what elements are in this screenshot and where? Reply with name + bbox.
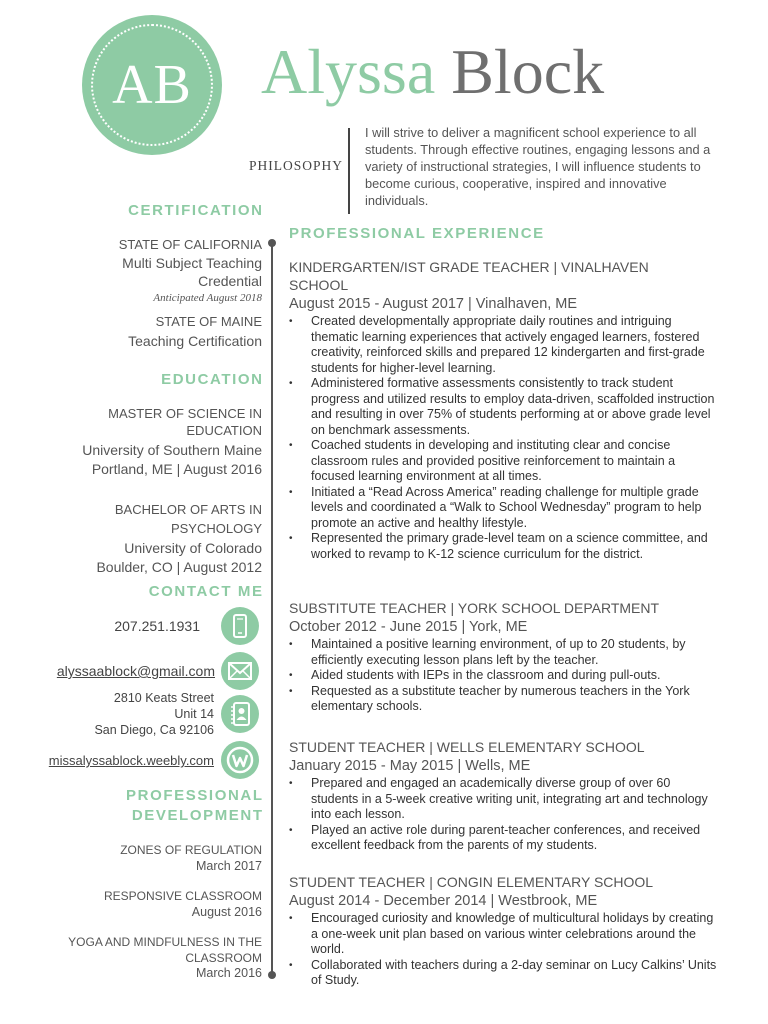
email-link[interactable]: alyssaablock@gmail.com — [56, 663, 215, 679]
timeline-dot-bottom — [268, 971, 276, 979]
job-title: SUBSTITUTE TEACHER | YORK SCHOOL DEPARTMENT — [289, 600, 660, 616]
bullet-dot: • — [289, 533, 293, 544]
education-school: University of Southern Maine — [82, 442, 262, 458]
pd-title: RESPONSIVE CLASSROOM — [103, 889, 262, 903]
job-title: STUDENT TEACHER | CONGIN ELEMENTARY SCHOOL — [289, 874, 654, 890]
timeline-dot-top — [268, 239, 276, 247]
job-dates-location: January 2015 - May 2015 | Wells, ME — [289, 758, 531, 774]
certification-detail: Teaching Certification — [128, 333, 262, 349]
bullet-text: Played an active role during parent-teacher conferences, and received excellent feedback from the parents of my students. — [311, 822, 701, 852]
job-bullets — [289, 314, 724, 562]
monogram-badge — [82, 15, 222, 155]
job-title: KINDERGARTEN/IST GRADE TEACHER | VINALHAVEN SCHOOL — [289, 259, 649, 293]
bullet-dot: • — [289, 639, 293, 650]
education-item — [77, 500, 262, 576]
job-dates-location: August 2015 - August 2017 | Vinalhaven, ME — [289, 296, 578, 312]
bullet-text: Prepared and engaged an academically diverse group of over 60 students in a 5-week creative writing unit, integrating art and technology into each lesson. — [311, 776, 708, 821]
weebly-icon — [221, 741, 259, 779]
job-bullet — [289, 776, 719, 823]
bullet-text: Aided students with IEPs in the classroom and during pull-outs. — [311, 668, 661, 682]
job-bullets — [289, 911, 724, 989]
bullet-text: Maintained a positive learning environment, of up to 20 students, by efficiently executing lesson plans left by the teacher. — [311, 637, 686, 667]
job-entry — [289, 873, 724, 989]
job-bullets — [289, 776, 724, 854]
education-degree: BACHELOR OF ARTS IN PSYCHOLOGY — [114, 502, 262, 536]
philosophy-label: PHILOSOPHY — [248, 158, 343, 173]
bullet-dot: • — [289, 670, 293, 681]
last-name: Block — [451, 36, 605, 107]
certification-title: STATE OF MAINE — [155, 314, 262, 329]
job-dates-location: August 2014 - December 2014 | Westbrook, ME — [289, 893, 598, 909]
job-bullet — [289, 958, 719, 989]
first-name: Alyssa — [261, 36, 436, 107]
certification-title: STATE OF CALIFORNIA — [118, 237, 262, 252]
website-link[interactable]: missalyssablock.weebly.com — [48, 753, 214, 768]
mail-icon — [221, 652, 259, 690]
education-location-date: Portland, ME | August 2016 — [91, 461, 262, 477]
job-bullet — [289, 376, 719, 438]
bullet-dot: • — [289, 440, 293, 451]
job-bullet — [289, 684, 719, 715]
contact-heading: CONTACT ME — [148, 583, 264, 600]
bullet-text: Collaborated with teachers during a 2-day seminar on Lucy Calkins’ Units of Study. — [311, 957, 717, 987]
bullet-dot: • — [289, 378, 293, 389]
job-entry — [289, 738, 724, 854]
bullet-dot: • — [289, 778, 293, 789]
bullet-dot: • — [289, 685, 293, 697]
job-entry — [289, 599, 724, 715]
bullet-text: Coached students in developing and instituting clear and concise classroom rules and provided positive reinforcement to maintain a focused learning environment at all times. — [311, 438, 676, 483]
address-line: San Diego, Ca 92106 — [94, 723, 214, 737]
pd-title: YOGA AND MINDFULNESS IN THE CLASSROOM — [68, 935, 262, 965]
bullet-text: Initiated a “Read Across America” reading challenge for multiple grade levels and coordinated a “Walk to School Wednesday” program to help promote an active and healthy lifestyle. — [311, 484, 702, 530]
job-bullet — [289, 438, 719, 485]
bullet-dot: • — [289, 913, 293, 924]
phone-icon — [221, 607, 259, 645]
bullet-text: Requested as a substitute teacher by numerous teachers in the York elementary schools. — [311, 683, 690, 713]
philosophy-text: I will strive to deliver a magnificent school experience to all students. Through effective routines, engaging lessons and a variety of instructional strategies, I will influence students to become curious, cooperative, inspired and innovative individuals. — [365, 125, 711, 208]
bullet-dot: • — [289, 316, 293, 327]
professional-development-heading: PROFESSIONAL DEVELOPMENT — [126, 787, 264, 824]
mailing-address — [94, 690, 214, 738]
job-bullets — [289, 637, 724, 715]
pd-item — [120, 843, 262, 874]
monogram-letters: AB — [112, 54, 192, 116]
certification-note: Anticipated August 2018 — [153, 292, 262, 304]
job-bullet — [289, 485, 719, 532]
certification-detail: Multi Subject Teaching Credential — [122, 255, 262, 289]
education-item — [77, 405, 262, 479]
pd-item — [47, 935, 262, 982]
bullet-text: Encouraged curiosity and knowledge of multicultural holidays by creating a one-week unit plan based on various winter celebrations around the world. — [311, 911, 714, 956]
certification-item — [97, 236, 262, 305]
pd-title: ZONES OF REGULATION — [120, 843, 262, 857]
job-bullet — [289, 637, 719, 668]
job-bullet — [289, 531, 719, 562]
certification-item — [128, 313, 262, 350]
pd-date: March 2016 — [195, 966, 262, 980]
philosophy-divider — [348, 128, 350, 214]
job-dates-location: October 2012 - June 2015 | York, ME — [289, 619, 528, 635]
bullet-text: Created developmentally appropriate daily routines and intriguing thematic learning experiences that actively engaged learners, fostered creativity, reinforced skills and prepared 12 kindergarten and first-grade students for higher-level learning. — [311, 314, 705, 375]
experience-heading: PROFESSIONAL EXPERIENCE — [289, 225, 545, 242]
bullet-text: Administered formative assessments consistently to track student progress and utilized results to employ data-driven, scaffolded instruction and resulting in over 75% of students performing at or above grade level on benchmark assessments. — [311, 376, 715, 437]
pd-date: August 2016 — [191, 904, 262, 919]
bullet-dot: • — [289, 824, 293, 836]
job-bullet — [289, 911, 719, 958]
education-location-date: Boulder, CO | August 2012 — [96, 558, 262, 575]
bullet-dot: • — [289, 959, 293, 971]
job-bullet — [289, 823, 719, 854]
address-line: Unit 14 — [174, 707, 214, 721]
pd-item — [104, 889, 262, 920]
education-heading: EDUCATION — [161, 371, 264, 388]
bullet-dot: • — [289, 486, 293, 498]
job-entry — [289, 258, 724, 562]
address-book-icon — [221, 695, 259, 733]
job-title: STUDENT TEACHER | WELLS ELEMENTARY SCHOOL — [289, 739, 645, 755]
address-line: 2810 Keats Street — [113, 691, 214, 705]
education-degree: MASTER OF SCIENCE IN EDUCATION — [108, 406, 262, 438]
bullet-text: Represented the primary grade-level team on a science committee, and worked to revamp to K-12 science curriculum for the district. — [311, 531, 708, 561]
timeline-line — [271, 243, 273, 975]
education-school: University of Colorado — [124, 540, 262, 556]
certification-heading: CERTIFICATION — [128, 202, 264, 219]
job-bullet — [289, 314, 719, 376]
phone-number[interactable]: 207.251.1931 — [114, 618, 200, 634]
full-name — [261, 36, 605, 107]
pd-date: March 2017 — [195, 858, 262, 873]
job-bullet — [289, 668, 719, 684]
